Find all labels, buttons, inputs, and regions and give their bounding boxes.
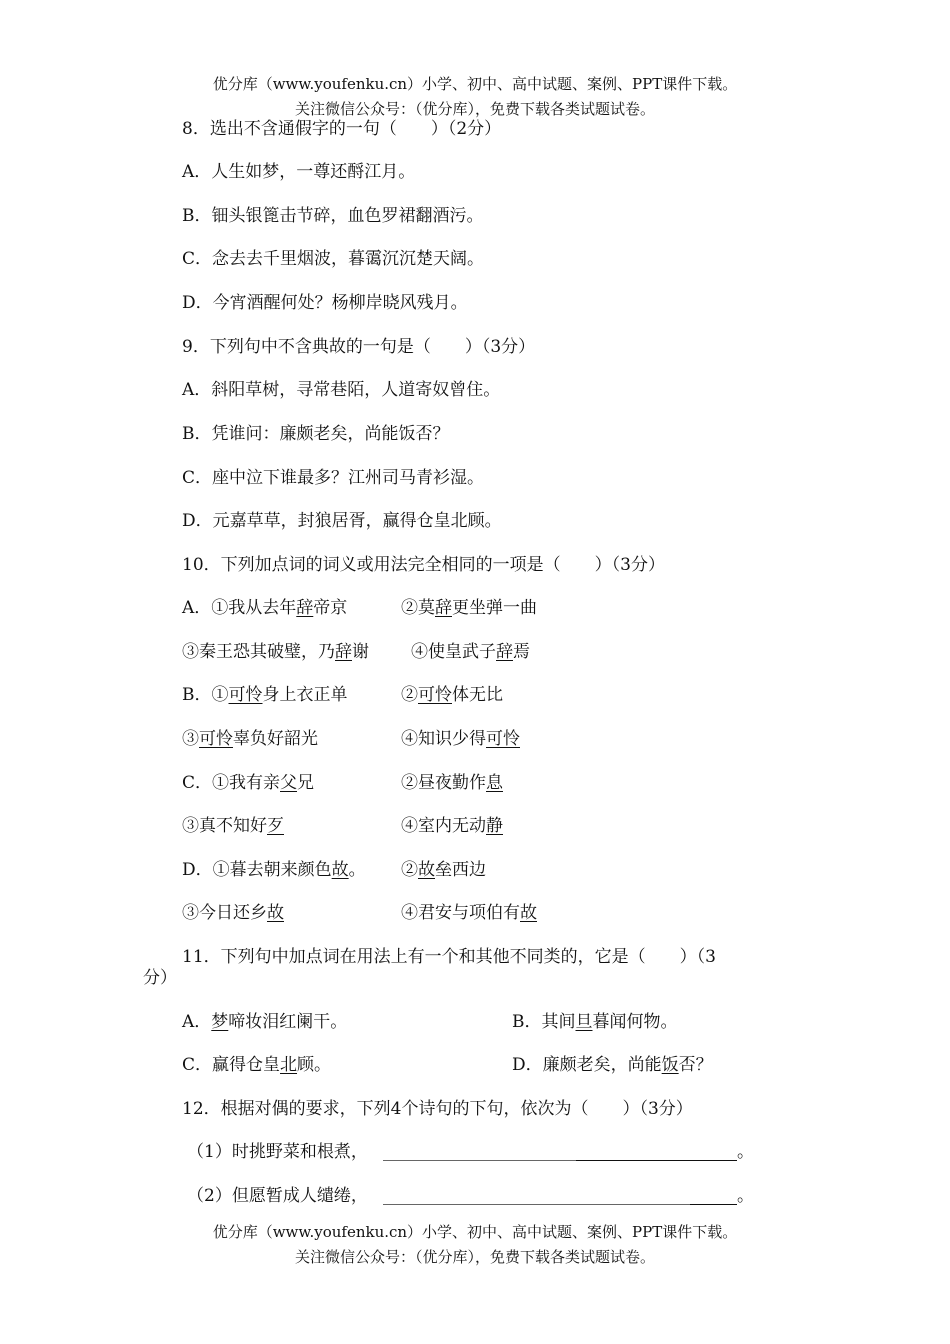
q10-b1: B．①可怜身上衣正单 <box>182 685 348 705</box>
q8-option-c: C．念去去千里烟波，暮霭沉沉楚天阔。 <box>182 249 485 269</box>
q11-stem-line-1: 11．下列句中加点词在用法上有一个和其他不同类的，它是（ ）（3 <box>182 947 716 967</box>
q12-stem: 12．根据对偶的要求，下列4个诗句的下句，依次为（ ）（3分） <box>182 1099 693 1119</box>
q10-a1: A．①我从去年辞帝京 <box>182 598 348 618</box>
q11-option-c: C．赢得仓皇北顾。 <box>182 1055 332 1075</box>
q10-d3: ③今日还乡故 <box>182 903 284 923</box>
header-line-2: 关注微信公众号：（优分库），免费下载各类试题试卷。 <box>294 100 655 118</box>
q10-c2: ②昼夜勤作息 <box>401 773 503 793</box>
q12-period-1: 。 <box>737 1142 754 1162</box>
q9-stem: 9．下列句中不含典故的一句是（ ）（3分） <box>182 337 536 357</box>
q8-option-a: A．人生如梦，一尊还酹江月。 <box>182 162 416 182</box>
q10-a4: ④使皇武子辞焉 <box>411 642 530 662</box>
q11-option-b: B．其间旦暮闻何物。 <box>512 1012 678 1032</box>
q10-b4: ④知识少得可怜 <box>401 729 520 749</box>
q10-a2: ②莫辞更坐弹一曲 <box>401 598 537 618</box>
q9-option-a: A．斜阳草树，寻常巷陌，人道寄奴曾住。 <box>182 380 501 400</box>
q12-answer-blank-2-underline <box>690 1204 737 1205</box>
q10-c1: C．①我有亲父兄 <box>182 773 315 793</box>
q11-option-a: A．梦啼妆泪红阑干。 <box>182 1012 348 1032</box>
q12-answer-blank-1-underline <box>576 1160 737 1161</box>
q10-d2: ②故垒西边 <box>401 860 486 880</box>
q10-d4: ④君安与项伯有故 <box>401 903 537 923</box>
q10-c4: ④室内无动静 <box>401 816 503 836</box>
q12-prompt-2: （2）但愿暂成人缱绻， <box>187 1186 368 1206</box>
q9-option-b: B．凭谁问：廉颇老矣，尚能饭否？ <box>182 424 450 444</box>
q11-stem-line-2: 分） <box>143 968 177 988</box>
q10-b3: ③可怜辜负好韶光 <box>182 729 318 749</box>
q10-b2: ②可怜体无比 <box>401 685 503 705</box>
q12-period-2: 。 <box>737 1186 754 1206</box>
q10-a3: ③秦王恐其破璧，乃辞谢 <box>182 642 369 662</box>
q12-prompt-1: （1）时挑野菜和根煮， <box>187 1142 368 1162</box>
q10-c3: ③真不知好歹 <box>182 816 284 836</box>
q9-option-c: C．座中泣下谁最多？江州司马青衫湿。 <box>182 468 485 488</box>
header-line-1: 优分库（www.youfenku.cn）小学、初中、高中试题、案例、PPT课件下载。 <box>212 75 738 93</box>
footer-line-2: 关注微信公众号：（优分库），免费下载各类试题试卷。 <box>294 1248 655 1266</box>
q9-option-d: D．元嘉草草，封狼居胥，赢得仓皇北顾。 <box>182 511 502 531</box>
q10-stem: 10．下列加点词的词义或用法完全相同的一项是（ ）（3分） <box>182 555 665 575</box>
q12-answer-blank-2[interactable] <box>383 1204 737 1205</box>
footer-line-1: 优分库（www.youfenku.cn）小学、初中、高中试题、案例、PPT课件下载。 <box>212 1223 738 1241</box>
q11-option-d: D．廉颇老矣，尚能饭否？ <box>512 1055 713 1075</box>
q10-d1: D．①暮去朝来颜色故。 <box>182 860 366 880</box>
q8-stem: 8．选出不含通假字的一句（ ）（2分） <box>182 119 502 139</box>
q8-option-d: D．今宵酒醒何处？杨柳岸晓风残月。 <box>182 293 468 313</box>
q8-option-b: B．钿头银篦击节碎，血色罗裙翻酒污。 <box>182 206 484 226</box>
